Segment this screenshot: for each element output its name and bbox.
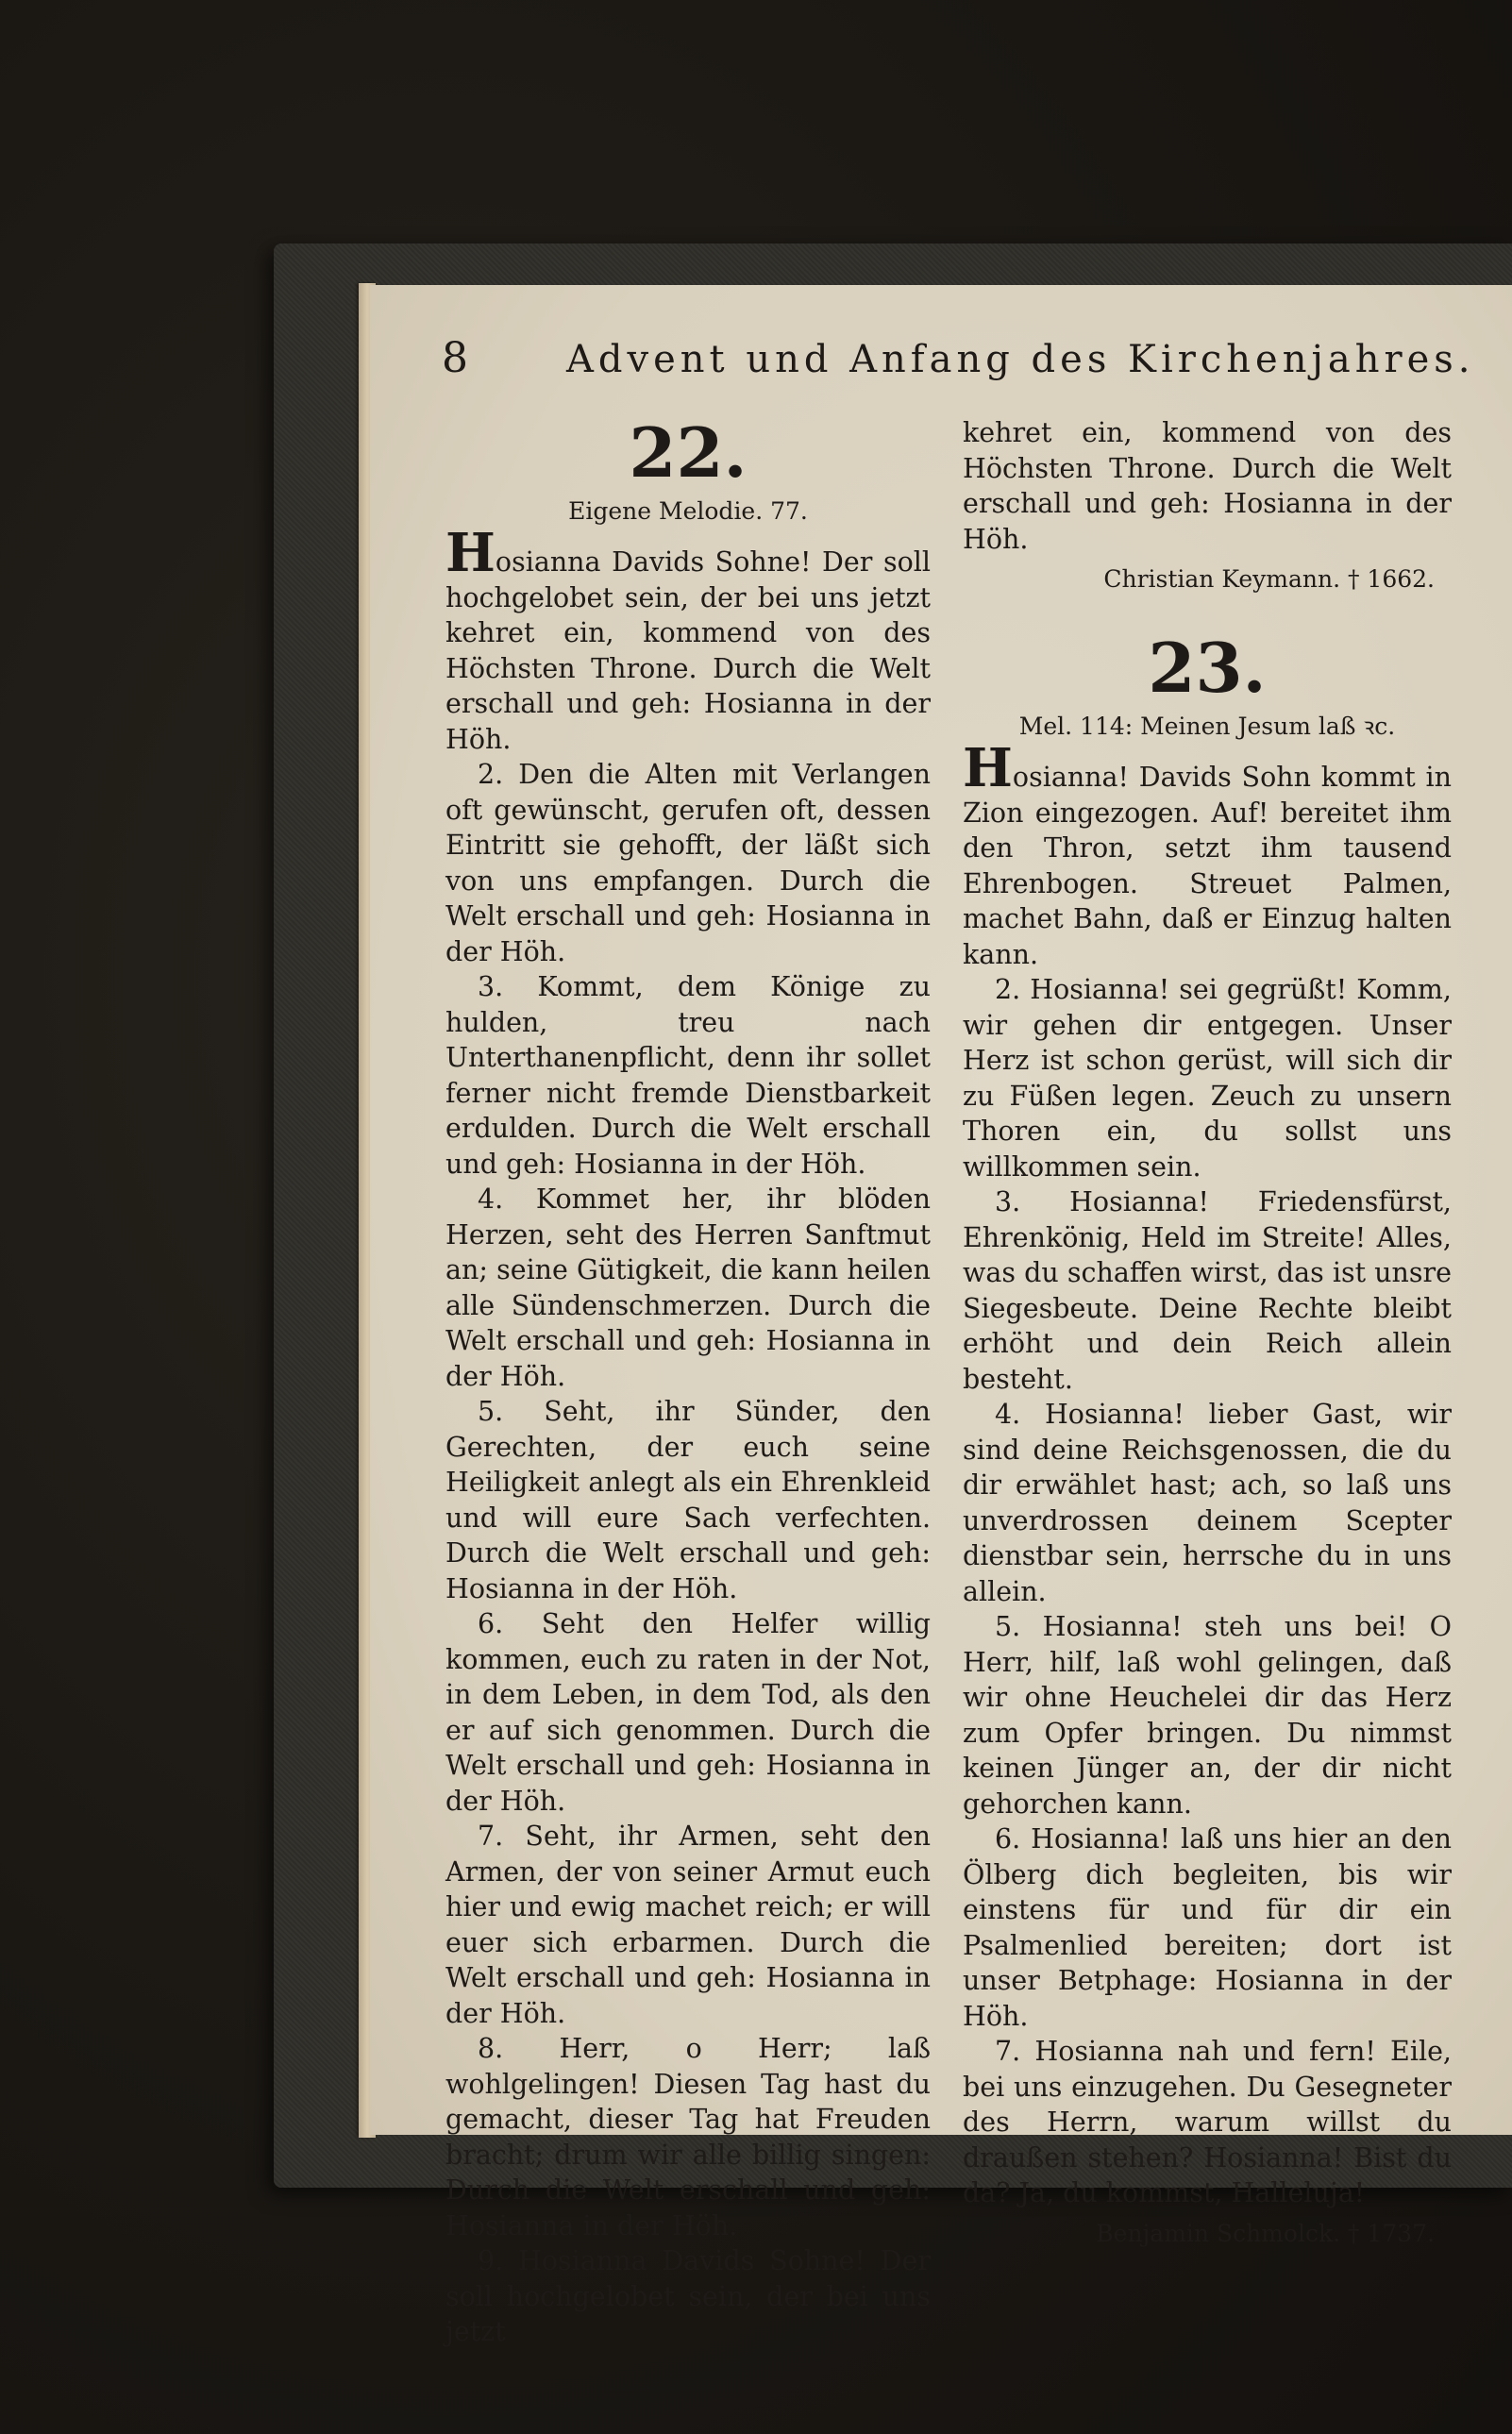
hymn-22-melody: Eigene Melodie. 77.: [568, 497, 808, 525]
right-column: [963, 415, 1452, 2251]
hymn-22-verse-4: 4. Kommet her, ihr blöden Herzen, seht des Herren Sanftmut an; seine Gütigkeit, die kann heilen alle Sündenschmerzen. Durch die Welt erschall und geh: Hosianna in der Höh.: [445, 1183, 931, 1392]
hymn-22-verse-5: 5. Seht, ihr Sünder, den Gerechten, der euch seine Heiligkeit anlegt als ein Ehrenkleid und will eure Sach verfechten. Durch die Welt erschall und geh: Hosianna in der Höh.: [445, 1396, 931, 1604]
hymn-22-verse-1: [445, 522, 931, 757]
hymn-22-verse-3: 3. Kommt, dem Könige zu hulden, treu nach Unterthanenpflicht, denn ihr sollet ferner nicht fremde Dienstbarkeit erdulden. Durch die Welt erschall und geh: Hosianna in der Höh.: [445, 971, 931, 1180]
hymn-22-verse-9: 9. Hosianna Davids Sohne! Der soll hochgelobet sein, der bei uns jetzt: [445, 2245, 931, 2347]
hymn-22-verse-1-text: osianna Davids Sohne! Der soll hochgelobet sein, der bei uns jetzt kehret ein, kommend von des Höchsten Throne. Durch die Welt erschall und geh: Hosianna in der Höh.: [445, 546, 931, 755]
hymn-23-initial: H: [963, 737, 1013, 799]
hymn-23-melody: Mel. 114: Meinen Jesum laß ꝛc.: [1018, 713, 1396, 740]
hymn-23-verse-6: 6. Hosianna! laß uns hier an den Ölberg dich begleiten, bis wir einstens für und für dir ein Psalmenlied bereiten; dort ist unser Betphage: Hosianna in der Höh.: [963, 1823, 1452, 2032]
section-spacer: [963, 596, 1452, 630]
hymn-22-verse-6: 6. Seht den Helfer willig kommen, euch zu raten in der Not, in dem Leben, in dem Tod, als den er auf sich genommen. Durch die Welt erschall und geh: Hosianna in der Höh.: [445, 1608, 931, 1817]
hymn-23-verse-7: 7. Hosianna nah und fern! Eile, bei uns einzugehen. Du Gesegneter des Herrn, warum willst du draußen stehen? Hosianna! Bist du da? Ja, du kommst, Halleluja!: [963, 2036, 1452, 2208]
book-page: [370, 285, 1512, 2347]
hymn-23-verse-5: 5. Hosianna! steh uns bei! O Herr, hilf, laß wohl gelingen, daß wir ohne Heuchelei dir das Herz zum Opfer bringen. Du nimmst keinen Jünger an, der dir nicht gehorchen kann.: [963, 1611, 1452, 1820]
hymn-23-verse-3: 3. Hosianna! Friedensfürst, Ehrenkönig, Held im Streite! Alles, was du schaffen wirst, das ist unsre Siegesbeute. Deine Rechte bleibt erhöht und dein Reich allein besteht.: [963, 1186, 1452, 1395]
hymn-23-verse-1: [963, 737, 1452, 972]
running-title: Advent und Anfang des Kirchenjahres.: [566, 338, 1475, 381]
hymn-23-author: Benjamin Schmolck. † 1737.: [1096, 2219, 1435, 2247]
hymn-23-number: 23.: [1148, 628, 1267, 708]
hymn-22-verse-2: 2. Den die Alten mit Verlangen oft gewünscht, gerufen oft, dessen Eintritt sie gehofft, der läßt sich von uns empfangen. Durch die Welt erschall und geh: Hosianna in der Höh.: [445, 759, 931, 967]
hymn-23-verse-1-text: osianna! Davids Sohn kommt in Zion eingezogen. Auf! bereitet ihm den Thron, setzt ihm tausend Ehrenbogen. Streuet Palmen, machet Bahn, daß er Einzug halten kann.: [963, 762, 1452, 970]
hymn-23-verse-4: 4. Hosianna! lieber Gast, wir sind deine Reichsgenossen, die du dir erwählet hast; ach, so laß uns unverdrossen deinem Scepter dienstbar sein, herrsche du in uns allein.: [963, 1399, 1452, 1607]
left-column: [445, 412, 931, 2350]
running-head: [442, 334, 1475, 391]
hymn-22-initial: H: [445, 522, 496, 584]
hymn-22-verse-7: 7. Seht, ihr Armen, seht den Armen, der von seiner Armut euch hier und ewig machet reich; er will euer sich erbarmen. Durch die Welt erschall und geh: Hosianna in der Höh.: [445, 1821, 931, 2029]
hymn-22-verse-9-continued: kehret ein, kommend von des Höchsten Throne. Durch die Welt erschall und geh: Hosianna in der Höh.: [963, 417, 1452, 555]
hymn-22-number: 22.: [629, 412, 748, 493]
hymn-22-verse-8: 8. Herr, o Herr; laß wohlgelingen! Diesen Tag hast du gemacht, dieser Tag hat Freuden bracht; drum wir alle billig singen: Durch die Welt erschall und geh: Hosianna in der Höh.: [445, 2033, 931, 2241]
page-number: 8: [442, 334, 468, 382]
hymn-23-verse-2: 2. Hosianna! sei gegrüßt! Komm, wir gehen dir entgegen. Unser Herz ist schon gerüst, will sich dir zu Füßen legen. Zeuch zu unsern Thoren ein, du sollst uns willkommen sein.: [963, 974, 1452, 1183]
hymn-22-author: Christian Keymann. † 1662.: [1103, 565, 1435, 593]
